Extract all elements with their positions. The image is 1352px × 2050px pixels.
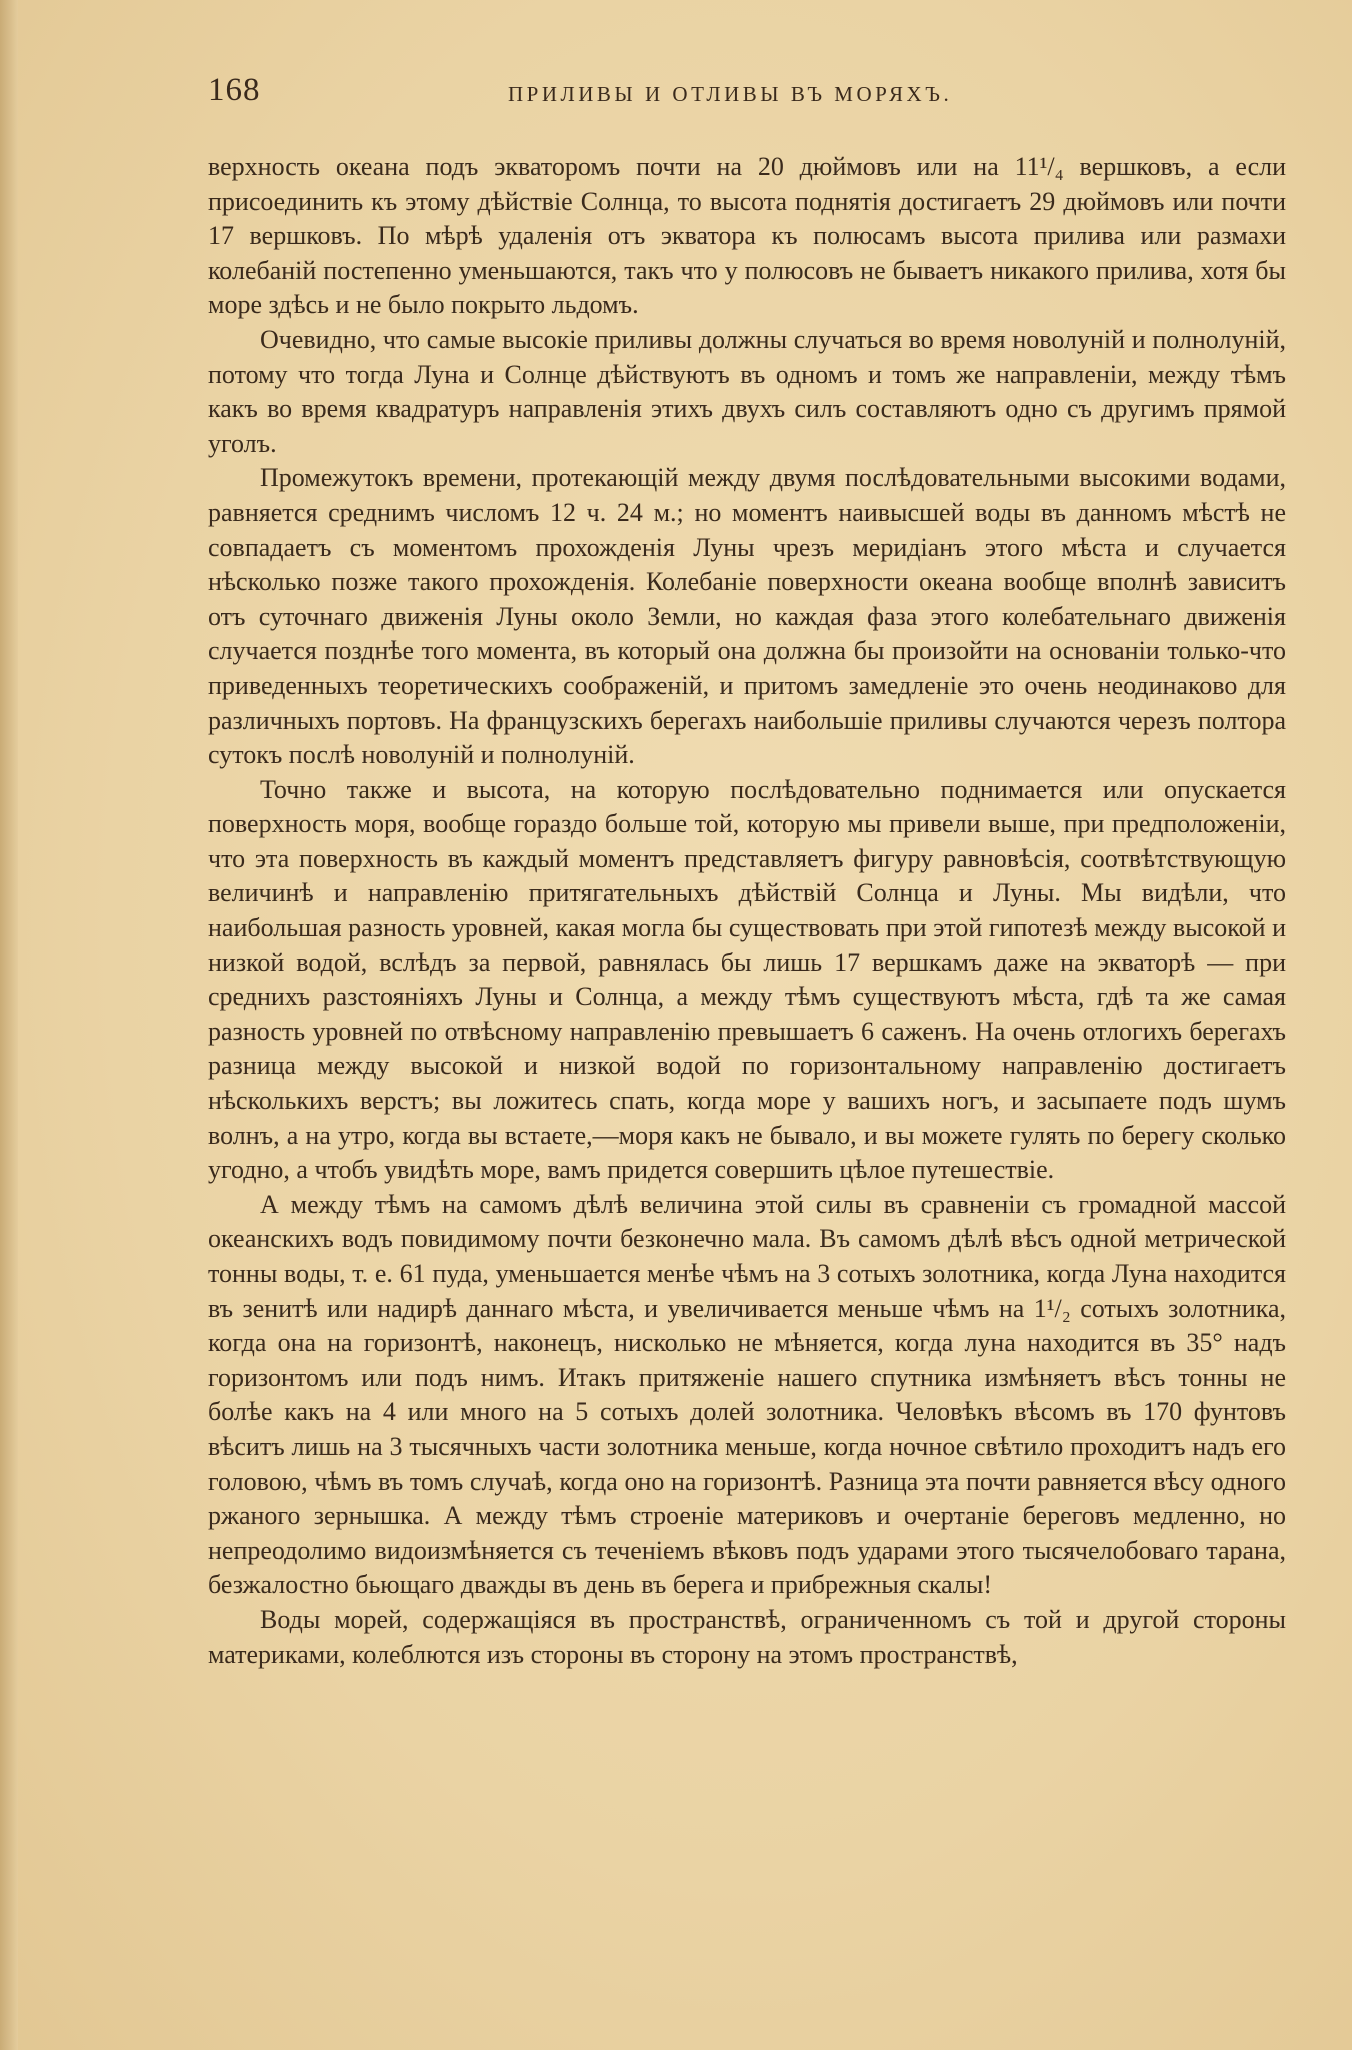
page-number: 168 [208,72,261,108]
page-binding-edge [0,0,18,2050]
paragraph: Точно также и высота, на которую послѣдовательно поднимается или опускается поверхность моря, вообще гораздо больше той, которую мы привели выше, при предположеніи, что эта поверхность въ каждый моментъ представляетъ фигуру равновѣсія, соотвѣтствующую величинѣ и направленію притягательныхъ дѣйствій Солнца и Луны. Мы видѣли, что наибольшая разность уровней, какая могла бы существовать при этой гипотезѣ между высокой и низкой водой, вслѣдъ за первой, равнялась бы лишь 17 вершкамъ даже на экваторѣ — при среднихъ разстояніяхъ Луны и Солнца, а между тѣмъ существуютъ мѣста, гдѣ та же самая разность уровней по отвѣсному направленію превышаетъ 6 саженъ. На очень отлогихъ берегахъ разница между высокой и низкой водой по горизонтальному направленію достигаетъ нѣсколькихъ верстъ; вы ложитесь спать, когда море у вашихъ ногъ, и засыпаете подъ шумъ волнъ, а на утро, когда вы встаете,—моря какъ не бывало, и вы можете гулять по берегу сколько угодно, а чтобъ увидѣть море, вамъ придется совершить цѣлое путешествіе. [208,774,1286,1185]
body-text [208,150,1286,1672]
paragraph: Воды морей, содержащіяся въ пространствѣ, ограниченномъ съ той и другой стороны материками, колеблются изъ стороны въ сторону на этомъ пространствѣ, [208,1604,1286,1669]
paragraph: Промежутокъ времени, протекающій между двумя послѣдовательными высокими водами, равняется среднимъ числомъ 12 ч. 24 м.; но моментъ наивысшей воды въ данномъ мѣстѣ не совпадаетъ съ моментомъ прохожденія Луны чрезъ меридіанъ этого мѣста и случается нѣсколько позже такого прохожденія. Колебаніе поверхности океана вообще вполнѣ зависитъ отъ суточнаго движенія Луны около Земли, но каждая фаза этого колебательнаго движенія случается позднѣе того момента, въ который она должна бы произойти на основаніи только-что приведенныхъ теоретическихъ соображеній, и притомъ замедленіе это очень неодинаково для различныхъ портовъ. На французскихъ берегахъ наибольшіе приливы случаются черезъ полтора сутокъ послѣ новолуній и полнолуній. [208,463,1286,770]
paragraph: А между тѣмъ на самомъ дѣлѣ величина этой силы въ сравненіи съ громадной массой океанскихъ водъ повидимому почти безконечно мала. Въ самомъ дѣлѣ вѣсъ одной метрической тонны воды, т. е. 61 пуда, уменьшается менѣе чѣмъ на 3 сотыхъ золотника, когда Луна находится въ зенитѣ или надирѣ даннаго мѣста, и увеличивается меньше чѣмъ на 1¹/₂ сотыхъ золотника, когда она на горизонтѣ, наконецъ, нисколько не мѣняется, когда луна находится въ 35° надъ горизонтомъ или подъ нимъ. Итакъ притяженіе нашего спутника измѣняетъ вѣсъ тонны не болѣе какъ на 4 или много на 5 сотыхъ долей золотника. Человѣкъ вѣсомъ въ 170 фунтовъ вѣситъ лишь на 3 тысячныхъ части золотника меньше, когда ночное свѣтило проходитъ надъ его головою, чѣмъ въ томъ случаѣ, когда оно на горизонтѣ. Разница эта почти равняется вѣсу одного ржаного зернышка. А между тѣмъ строеніе материковъ и очертаніе береговъ медленно, но непреодолимо видоизмѣняется съ теченіемъ вѣковъ подъ ударами этого тысячелобоваго тарана, безжалостно бьющаго дважды въ день въ берега и прибрежныя скалы! [208,1189,1286,1600]
paragraph: Очевидно, что самые высокіе приливы должны случаться во время новолуній и полнолуній, потому что тогда Луна и Солнце дѣйствуютъ въ одномъ и томъ же направленіи, между тѣмъ какъ во время квадратуръ направленія этихъ двухъ силъ составляютъ одно съ другимъ прямой уголъ. [208,324,1286,458]
page-header [208,72,1298,112]
running-title: ПРИЛИВЫ И ОТЛИВЫ ВЪ МОРЯХЪ. [508,82,953,106]
paragraph: верхность океана подъ экваторомъ почти на 20 дюймовъ или на 11¹/₄ вершковъ, а если присоединить къ этому дѣйствіе Солнца, то высота поднятія достигаетъ 29 дюймовъ или почти 17 вершковъ. По мѣрѣ удаленія отъ экватора къ полюсамъ высота прилива или размахи колебаній постепенно уменьшаются, такъ что у полюсовъ не бываетъ никакого прилива, хотя бы море здѣсь и не было покрыто льдомъ. [208,152,1286,320]
